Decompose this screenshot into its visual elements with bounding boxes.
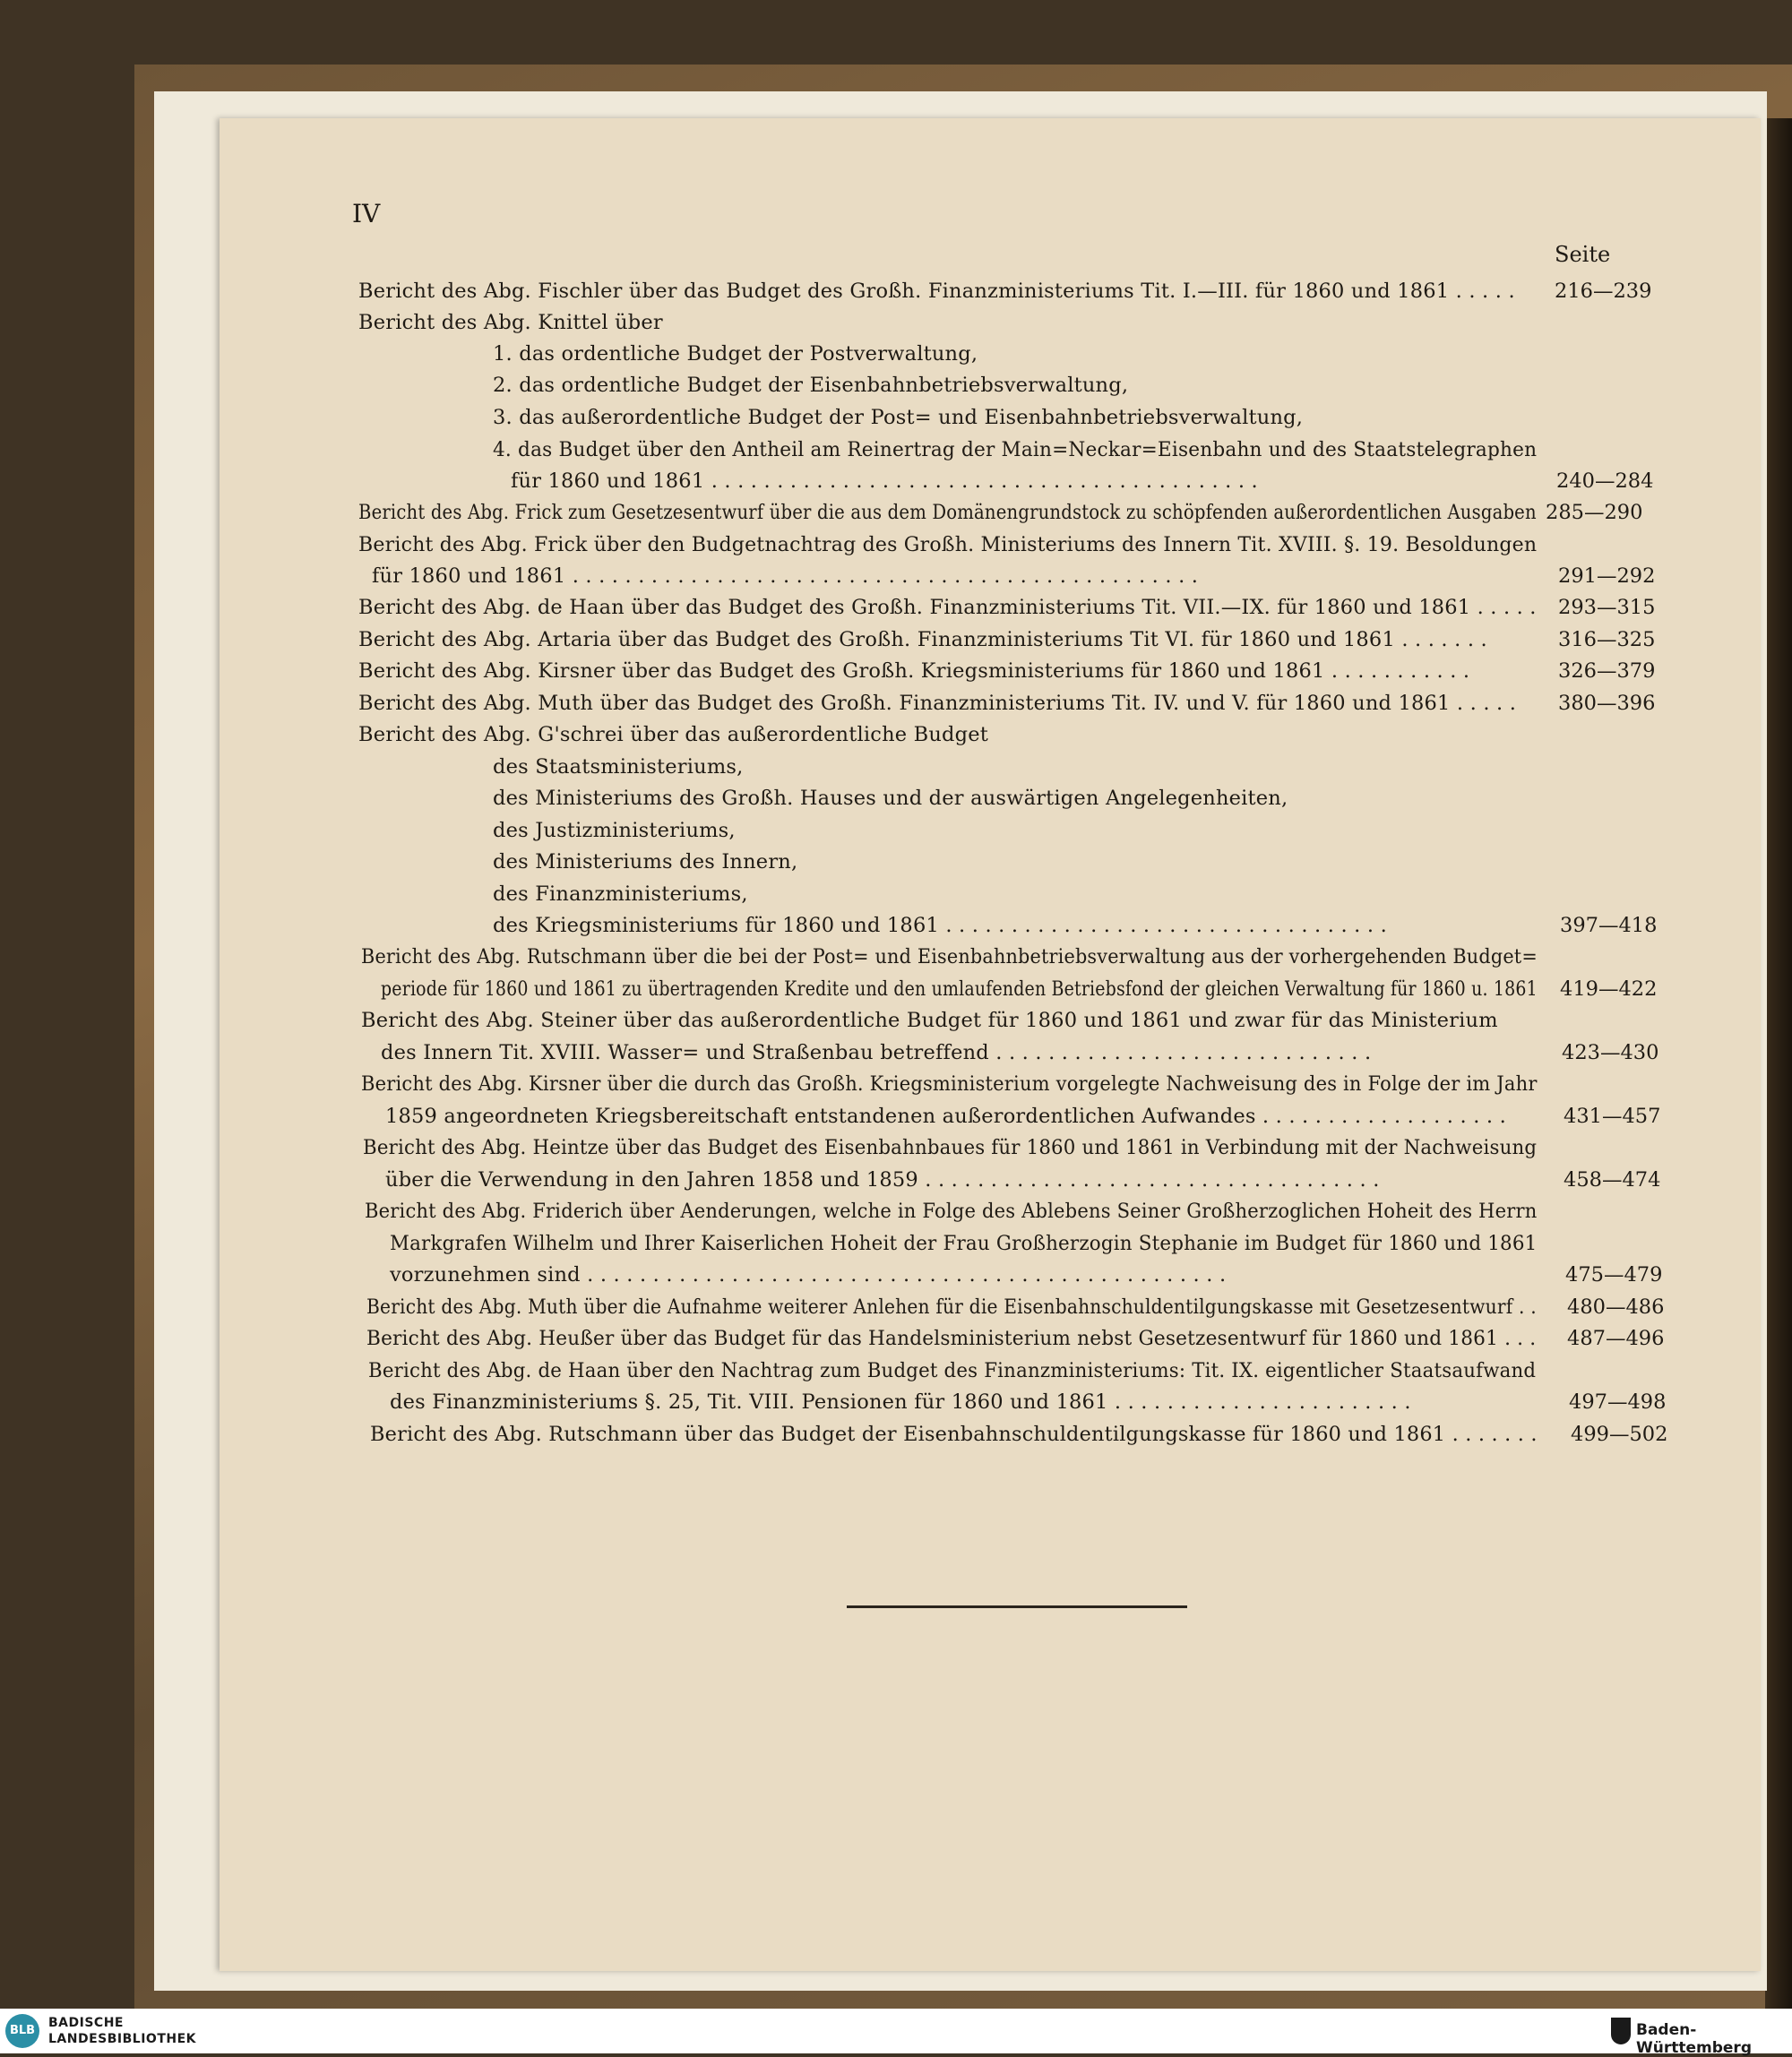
toc-entry-text: Bericht des Abg. G'schrei über das außerordentliche Budget — [358, 723, 989, 746]
toc-entry-text: des Finanzministeriums §. 25, Tit. VIII. Pensionen für 1860 und 1861 . . . . . . . . . . . . . . . . . . . . . . . — [390, 1390, 1411, 1414]
coat-of-arms-icon — [1611, 2018, 1631, 2044]
toc-entry-page: 216—239 — [1555, 280, 1652, 303]
toc-entry-text: 3. das außerordentliche Budget der Post= und Eisenbahnbetriebsverwaltung, — [493, 406, 1304, 429]
toc-entry-page: 431—457 — [1564, 1105, 1661, 1128]
toc-entry-text: des Staatsministeriums, — [493, 755, 744, 779]
toc-entry-text: Bericht des Abg. Kirsner über das Budget des Großh. Kriegsministeriums für 1860 und 1861 . . . . . . . . . . . — [358, 659, 1470, 683]
toc-entry-text: Bericht des Abg. Kirsner über die durch das Großh. Kriegsministerium vorgelegte Nachweisung des in Folge der im Jahr — [361, 1072, 1538, 1096]
toc-entry-text: für 1860 und 1861 . . . . . . . . . . . . . . . . . . . . . . . . . . . . . . . . . . . . . . . . . . . . . . . . — [372, 564, 1199, 588]
toc-entry-page: 419—422 — [1560, 977, 1658, 1001]
toc-entry-text: des Finanzministeriums, — [493, 882, 748, 906]
toc-entry-page: 480—486 — [1567, 1295, 1665, 1319]
book-spine — [1765, 118, 1792, 2018]
closing-rule — [847, 1605, 1187, 1608]
toc-entry-text: Bericht des Abg. de Haan über den Nachtrag zum Budget des Finanzministeriums: Tit. IX. eigentlicher Staatsaufwand — [368, 1359, 1537, 1382]
toc-entry-text: Bericht des Abg. Rutschmann über das Budget der Eisenbahnschuldentilgungskasse für 1860 und 1861 . . . . . . . — [370, 1423, 1538, 1446]
bw-wordmark: Baden-Württemberg — [1636, 2021, 1752, 2057]
toc-entry-text: Bericht des Abg. Heußer über das Budget für das Handelsministerium nebst Gesetzesentwurf für 1860 und 1861 . . . — [366, 1327, 1537, 1350]
toc-entry-text: für 1860 und 1861 . . . . . . . . . . . . . . . . . . . . . . . . . . . . . . . . . . . . . . . . . . — [511, 469, 1258, 493]
page-column-header: Seite — [1555, 242, 1611, 267]
toc-entry-text: 4. das Budget über den Antheil am Reinertrag der Main=Neckar=Eisenbahn und des Staatstelegraphen — [493, 438, 1538, 461]
toc-entry-text: 1859 angeordneten Kriegsbereitschaft entstandenen außerordentlichen Aufwandes . . . . . . . . . . . . . . . . . . . — [385, 1105, 1506, 1128]
toc-entry-text: Bericht des Abg. Rutschmann über die bei der Post= und Eisenbahnbetriebsverwaltung aus der vorhergehenden Budget= — [361, 945, 1538, 968]
toc-entry-page: 487—496 — [1567, 1327, 1665, 1350]
toc-entry-text: Bericht des Abg. Fischler über das Budget des Großh. Finanzministeriums Tit. I.—III. für 1860 und 1861 . . . . . — [358, 280, 1515, 303]
toc-entry-text: periode für 1860 und 1861 zu übertragenden Kredite und den umlaufenden Betriebsfond der gleichen Verwaltung für 1860 u. 1861 — [381, 977, 1538, 1001]
toc-entry-page: 326—379 — [1558, 659, 1656, 683]
toc-entry-text: Bericht des Abg. Muth über die Aufnahme weiterer Anlehen für die Eisenbahnschuldentilgungskasse mit Gesetzesentwurf . . — [366, 1295, 1537, 1319]
toc-entry-text: des Kriegsministeriums für 1860 und 1861 . . . . . . . . . . . . . . . . . . . . . . . . . . . . . . . . . . — [493, 914, 1387, 937]
table-of-contents — [220, 118, 1761, 1971]
toc-entry-page: 475—479 — [1565, 1263, 1663, 1287]
toc-entry-page: 397—418 — [1560, 914, 1658, 937]
toc-entry-page: 497—498 — [1569, 1390, 1667, 1414]
toc-entry-text: vorzunehmen sind . . . . . . . . . . . . . . . . . . . . . . . . . . . . . . . . . . . . . . . . . . . . . . . . . — [390, 1263, 1227, 1287]
blb-line-1: BADISCHE — [48, 2016, 124, 2030]
toc-entry-text: Markgrafen Wilhelm und Ihrer Kaiserlichen Hoheit der Frau Großherzogin Stephanie im Budget für 1860 und 1861 — [390, 1232, 1538, 1255]
toc-entry-text: Bericht des Abg. Muth über das Budget des Großh. Finanzministeriums Tit. IV. und V. für 1860 und 1861 . . . . . — [358, 692, 1517, 715]
footer-bar — [0, 2009, 1792, 2057]
toc-entry-page: 423—430 — [1562, 1041, 1659, 1064]
toc-entry-page: 291—292 — [1558, 564, 1656, 588]
toc-entry-text: Bericht des Abg. Steiner über das außerordentliche Budget für 1860 und 1861 und zwar für das Ministerium — [361, 1009, 1498, 1032]
toc-entry-text: des Innern Tit. XVIII. Wasser= und Straßenbau betreffend . . . . . . . . . . . . . . . . . . . . . . . . . . . . . — [381, 1041, 1372, 1064]
page-number: IV — [352, 199, 381, 228]
toc-entry-text: Bericht des Abg. Frick über den Budgetnachtrag des Großh. Ministeriums des Innern Tit. XVIII. §. 19. Besoldungen — [358, 533, 1538, 556]
toc-entry-text: des Ministeriums des Innern, — [493, 850, 798, 874]
book-page — [220, 118, 1761, 1971]
toc-entry-text: Bericht des Abg. Frick zum Gesetzesentwurf über die aus dem Domänengrundstock zu schöpfenden außerordentlichen Ausgaben — [358, 501, 1537, 524]
toc-entry-text: über die Verwendung in den Jahren 1858 und 1859 . . . . . . . . . . . . . . . . . . . . . . . . . . . . . . . . . . . — [385, 1168, 1380, 1192]
toc-entry-text: Bericht des Abg. Artaria über das Budget des Großh. Finanzministeriums Tit VI. für 1860 und 1861 . . . . . . . — [358, 628, 1487, 651]
toc-entry-page: 458—474 — [1564, 1168, 1661, 1192]
toc-entry-text: des Justizministeriums, — [493, 819, 736, 842]
toc-entry-page: 499—502 — [1571, 1423, 1668, 1446]
blb-wordmark — [48, 2015, 196, 2047]
toc-entry-text: Bericht des Abg. Friderich über Aenderungen, welche in Folge des Ablebens Seiner Großherzoglichen Hoheit des Herrn — [365, 1200, 1538, 1223]
toc-entry-page: 285—290 — [1546, 501, 1643, 524]
toc-entry-page: 380—396 — [1558, 692, 1656, 715]
toc-entry-page: 316—325 — [1558, 628, 1656, 651]
toc-entry-page: 293—315 — [1558, 596, 1656, 619]
toc-entry-text: Bericht des Abg. de Haan über das Budget des Großh. Finanzministeriums Tit. VII.—IX. für 1860 und 1861 . . . . . — [358, 596, 1537, 619]
blb-logo-icon: BLB — [5, 2014, 39, 2048]
toc-entry-text: Bericht des Abg. Knittel über — [358, 311, 663, 334]
toc-entry-text: 2. das ordentliche Budget der Eisenbahnbetriebsverwaltung, — [493, 374, 1129, 397]
toc-entry-text: Bericht des Abg. Heintze über das Budget des Eisenbahnbaues für 1860 und 1861 in Verbindung mit der Nachweisung — [363, 1136, 1538, 1159]
toc-entry-text: des Ministeriums des Großh. Hauses und der auswärtigen Angelegenheiten, — [493, 787, 1288, 810]
toc-entry-text: 1. das ordentliche Budget der Postverwaltung, — [493, 342, 978, 366]
toc-entry-page: 240—284 — [1556, 469, 1654, 493]
blb-line-2: LANDESBIBLIOTHEK — [48, 2032, 197, 2046]
